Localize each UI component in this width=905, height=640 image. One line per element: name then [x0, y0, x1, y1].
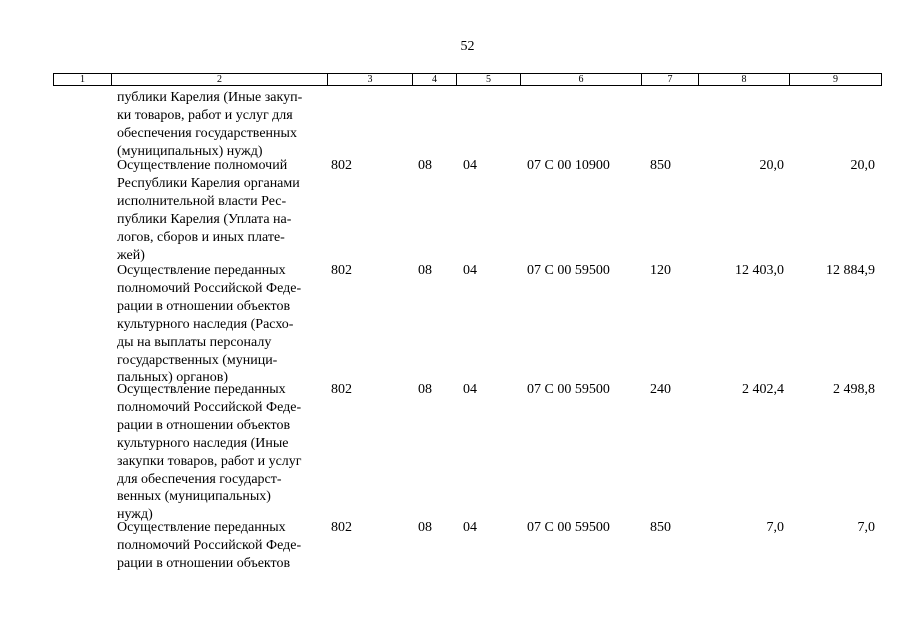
header-col-2: 2 [112, 74, 328, 86]
description-line: ки товаров, работ и услуг для [117, 107, 293, 123]
description-line: государственных (муници- [117, 352, 278, 368]
cell-amount-year1: 12 403,0 [735, 263, 784, 278]
description-line: Республики Карелия органами [117, 175, 300, 191]
header-col-6: 6 [521, 74, 642, 86]
column-number-header [53, 73, 882, 86]
cell-ministry-code: 802 [331, 158, 352, 173]
description-line: рации в отношении объектов [117, 555, 291, 571]
description-line: культурного наследия (Иные [117, 435, 289, 451]
header-col-4: 4 [413, 74, 457, 86]
cell-amount-year2: 2 498,8 [833, 382, 875, 397]
description-line: Осуществление переданных [117, 263, 286, 278]
description-line: Осуществление переданных [117, 520, 286, 535]
description-line: Осуществление переданных [117, 382, 286, 397]
cell-amount-year1: 7,0 [766, 520, 784, 535]
cell-ministry-code: 802 [331, 520, 352, 535]
cell-expense-type: 850 [650, 158, 671, 173]
description-line: пальных) органов) [117, 370, 228, 386]
description-line: рации в отношении объектов [117, 298, 291, 314]
description-line: полномочий Российской Феде- [117, 280, 302, 296]
description-line: публики Карелия (Уплата на- [117, 211, 292, 227]
cell-ministry-code: 802 [331, 382, 352, 397]
description-line: ды на выплаты персоналу [117, 334, 272, 350]
cell-target-article: 07 С 00 59500 [527, 382, 610, 397]
cell-section: 08 [418, 263, 432, 278]
cell-target-article: 07 С 00 59500 [527, 263, 610, 278]
cell-amount-year1: 2 402,4 [742, 382, 784, 397]
header-col-5: 5 [457, 74, 521, 86]
description-line: (муниципальных) нужд) [117, 143, 263, 159]
cell-ministry-code: 802 [331, 263, 352, 278]
description-line: культурного наследия (Расхо- [117, 316, 294, 332]
row-description [117, 519, 329, 573]
page-number: 52 [460, 39, 475, 54]
cell-subsection: 04 [463, 158, 477, 173]
header-col-8: 8 [699, 74, 790, 86]
cell-subsection: 04 [463, 382, 477, 397]
cell-amount-year2: 20,0 [850, 158, 875, 173]
row-description [117, 157, 329, 264]
cell-amount-year1: 20,0 [759, 158, 784, 173]
cell-expense-type: 240 [650, 382, 671, 397]
cell-target-article: 07 С 00 10900 [527, 158, 610, 173]
header-col-9: 9 [790, 74, 882, 86]
cell-subsection: 04 [463, 263, 477, 278]
description-line: исполнительной власти Рес- [117, 193, 287, 209]
row-description [117, 381, 329, 524]
row-description [117, 262, 329, 387]
cell-subsection: 04 [463, 520, 477, 535]
header-col-1: 1 [54, 74, 112, 86]
description-line: жей) [117, 247, 145, 263]
description-line: закупки товаров, работ и услуг [117, 453, 302, 469]
description-line: рации в отношении объектов [117, 417, 291, 433]
description-line: логов, сборов и иных плате- [117, 229, 285, 245]
description-line: Осуществление полномочий [117, 158, 288, 173]
description-line: полномочий Российской Феде- [117, 399, 302, 415]
description-line: для обеспечения государст- [117, 471, 282, 487]
cell-amount-year2: 12 884,9 [826, 263, 875, 278]
header-col-7: 7 [642, 74, 699, 86]
cell-target-article: 07 С 00 59500 [527, 520, 610, 535]
cell-expense-type: 850 [650, 520, 671, 535]
description-line: нужд) [117, 507, 153, 523]
cell-section: 08 [418, 520, 432, 535]
cell-section: 08 [418, 158, 432, 173]
cell-amount-year2: 7,0 [857, 520, 875, 535]
cell-expense-type: 120 [650, 263, 671, 278]
description-line: полномочий Российской Феде- [117, 537, 302, 553]
description-line: обеспечения государственных [117, 125, 297, 141]
header-col-3: 3 [328, 74, 413, 86]
row-description [117, 89, 329, 161]
description-line: публики Карелия (Иные закуп- [117, 90, 303, 105]
cell-section: 08 [418, 382, 432, 397]
description-line: венных (муниципальных) [117, 489, 271, 505]
